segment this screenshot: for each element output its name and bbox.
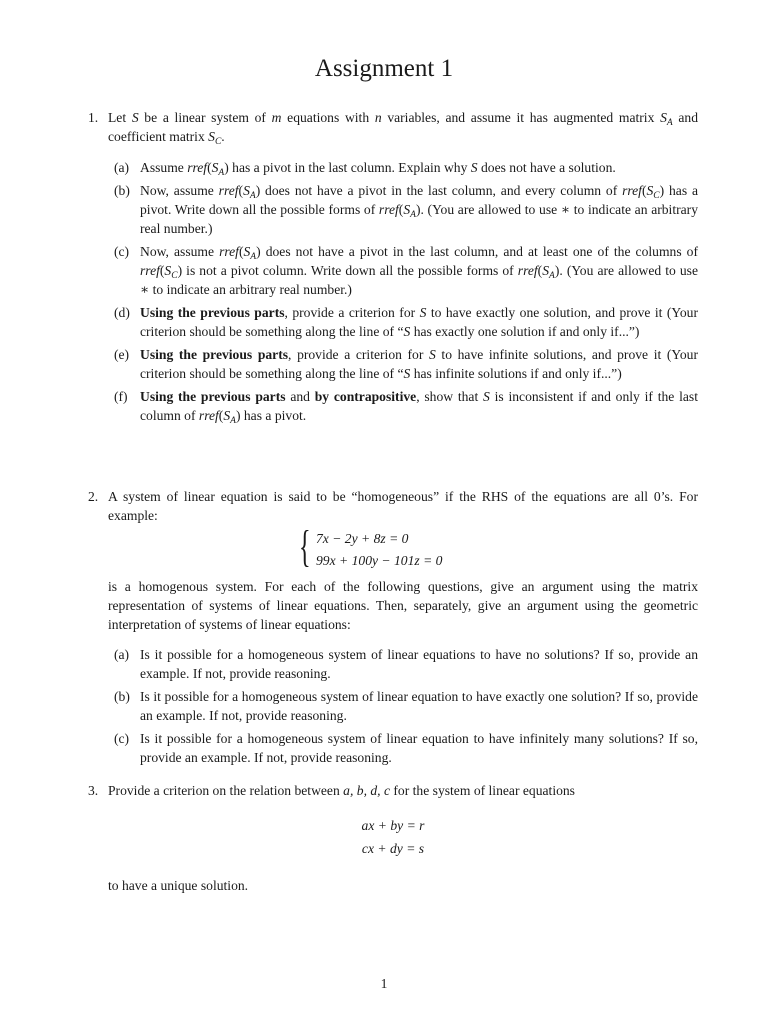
equation-2: 99x + 100y − 101z = 0 [316,553,443,568]
problem-1-parts [88,158,698,425]
part-1e: (e) Using the previous parts, provide a criterion for S to have infinite solutions, and prove it (Your criterion should be something along the line of “S has infinite solutions if and only if...”) [114,347,698,381]
page-number: 1 [380,976,388,991]
problem-1-statement: Let S be a linear system of m equations with n variables, and assume it has augmented matrix $S_A$ and coefficient matrix $S_C$. [108,110,698,147]
problem-2-instructions: is a homogenous system. For each of the following questions, give an argument using the matrix representation of systems of linear equations. Then, separately, give an argument using the geometric interpretation of systems of linear equations: [108,579,698,632]
part-1a: (a) Assume $rref(S_A)$ has a pivot in the last column. Explain why S does not have a solution. [114,160,616,178]
page-title: Assignment 1 [314,55,454,82]
problem-number: 3. [88,783,99,798]
problem-1 [88,108,698,429]
equation-1: 7x − 2y + 8z = 0 [316,531,409,546]
part-2c: (c) Is it possible for a homogeneous system of linear equation to have infinitely many solutions? If so, provide an example. If not, provide reasoning. [114,731,698,765]
problem-3-outro: to have a unique solution. [108,878,249,893]
linear-system-equations [88,814,698,860]
part-1c: (c) Now, assume $rref(S_A)$ does not have a pivot in the last column, and at least one of the columns of $rref(S_C)$ is not a pivot column. Write down all the possible forms of $rref(S_A)$. (You are allowed to use ∗ to indicate an arbitrary real number.) [114,244,698,297]
part-1b: (b) Now, assume $rref(S_A)$ does not have a pivot in the last column, and every column of $rref(S_C)$ has a pivot. Write down all the possible forms of $rref(S_A)$. (You are allowed to use ∗ to indicate an arbitrary real number.) [114,183,699,236]
equation-2: cx + dy = s [361,841,425,856]
problem-2 [88,487,698,771]
problem-number: 1. [88,110,99,125]
homogeneous-system-example [88,522,698,571]
left-brace: { [299,522,311,571]
part-2b: (b) Is it possible for a homogeneous system of linear equation to have exactly one solution? If so, provide an example. If not, provide reasoning. [114,689,698,723]
part-1f: (f) Using the previous parts and by contrapositive, show that S is inconsistent if and only if the last column of $rref(S_A)$ has a pivot. [114,389,698,426]
problem-2-intro: A system of linear equation is said to be “homogeneous” if the RHS of the equations are all 0’s. For example: [108,489,698,523]
problem-3 [88,781,698,895]
equation-1: ax + by = r [361,818,425,833]
problem-number: 2. [88,489,99,504]
problem-3-intro: Provide a criterion on the relation between a, b, d, c for the system of linear equations [108,783,575,798]
problem-2-parts [88,645,698,767]
part-1d: (d) Using the previous parts, provide a criterion for S to have exactly one solution, and prove it (Your criterion should be something along the line of “S has exactly one solution if and only if...”) [114,305,698,339]
part-2a: (a) Is it possible for a homogeneous system of linear equations to have no solutions? If so, provide an example. If not, provide reasoning. [114,647,698,681]
